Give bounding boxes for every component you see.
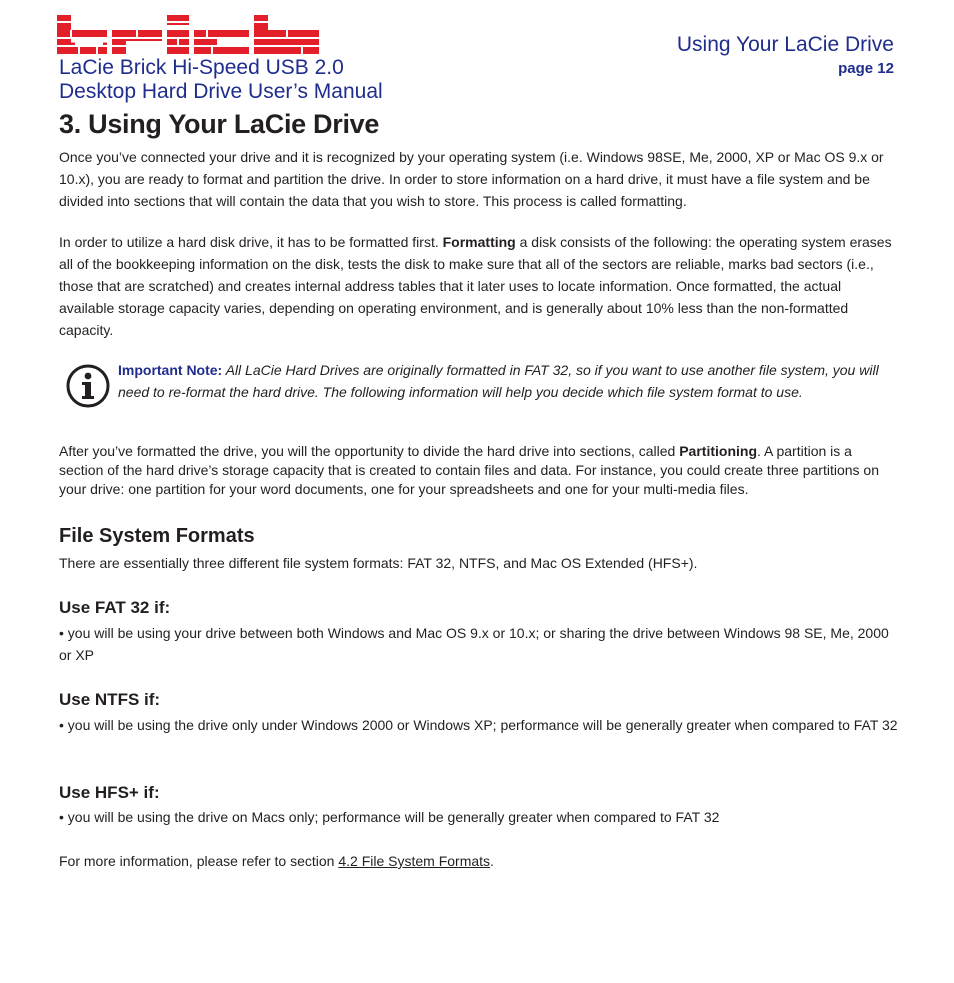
- info-icon: [66, 364, 110, 408]
- partition-text-after: . A partition is a section of the hard drive’s storage capacity that is created to contain files and data. For instance, you could create three partitions on your drive: one partition for your word documents, one for your spreadsheets and one for your multi-media files.: [59, 443, 879, 497]
- ntfs-text: • you will be using the drive only under Windows 2000 or Windows XP; performance will be generally greater when compared to FAT 32: [59, 717, 898, 733]
- file-system-intro: There are essentially three different file system formats: FAT 32, NTFS, and Mac OS Extended (HFS+).: [59, 555, 698, 571]
- ntfs-heading: Use NTFS if:: [59, 690, 161, 709]
- hfs-heading: Use HFS+ if:: [59, 783, 160, 802]
- page-title: 3. Using Your LaCie Drive: [59, 109, 380, 139]
- more-info-text-before: For more information, please refer to section: [59, 853, 339, 869]
- file-system-formats-link[interactable]: 4.2 File System Formats: [338, 853, 491, 869]
- important-note-text: All LaCie Hard Drives are originally formatted in FAT 32, so if you want to use another file system, you will need to re-format the hard drive. The following information will help you decide which file system format to use.: [118, 362, 879, 400]
- manual-title: Desktop Hard Drive User’s Manual: [59, 80, 383, 103]
- formatting-text-before: In order to utilize a hard disk drive, it has to be formatted first.: [59, 234, 443, 250]
- formatting-text-after: a disk consists of the following: the operating system erases all of the bookkeeping information on the disk, tests the disk to make sure that all of the sectors are reliable, marks bad sectors (i.e., those that are scratched) and creates internal address tables that it later uses to locate information. Once formatted, the actual available storage capacity varies, depending on operating environment, and is generally about 10% less than the non-formatted capacity.: [59, 234, 892, 338]
- hfs-text: • you will be using the drive on Macs only; performance will be generally greater when compared to FAT 32: [59, 809, 720, 825]
- formatting-term: Formatting: [442, 234, 516, 250]
- page-number: page 12: [838, 60, 894, 77]
- partition-text-before: After you’ve formatted the drive, you will the opportunity to divide the hard drive into sections, called: [59, 443, 680, 459]
- more-info-text-after: .: [490, 853, 494, 869]
- more-info-paragraph: [59, 850, 899, 872]
- partition-paragraph: [59, 442, 899, 499]
- file-system-heading: File System Formats: [59, 525, 255, 547]
- fat32-heading: Use FAT 32 if:: [59, 598, 171, 617]
- manual-product-name: LaCie Brick Hi-Speed USB 2.0: [59, 56, 344, 79]
- important-note: [118, 359, 893, 403]
- important-note-label: Important Note:: [118, 362, 223, 378]
- brick-logo: [57, 15, 319, 54]
- partition-term: Partitioning: [679, 443, 757, 459]
- formatting-paragraph: [59, 231, 899, 341]
- fat32-text: • you will be using your drive between both Windows and Mac OS 9.x or 10.x; or sharing the drive between Windows 98 SE, Me, 2000 or XP: [59, 625, 889, 663]
- header-section-title: Using Your LaCie Drive: [676, 33, 894, 56]
- intro-paragraph: Once you’ve connected your drive and it is recognized by your operating system (i.e. Windows 98SE, Me, 2000, XP or Mac OS 9.x or 10.x), you are ready to format and partition the drive. In order to store information on a hard drive, it must have a file system and be divided into sections that will contain the data that you wish to store. This process is called formatting.: [59, 149, 884, 209]
